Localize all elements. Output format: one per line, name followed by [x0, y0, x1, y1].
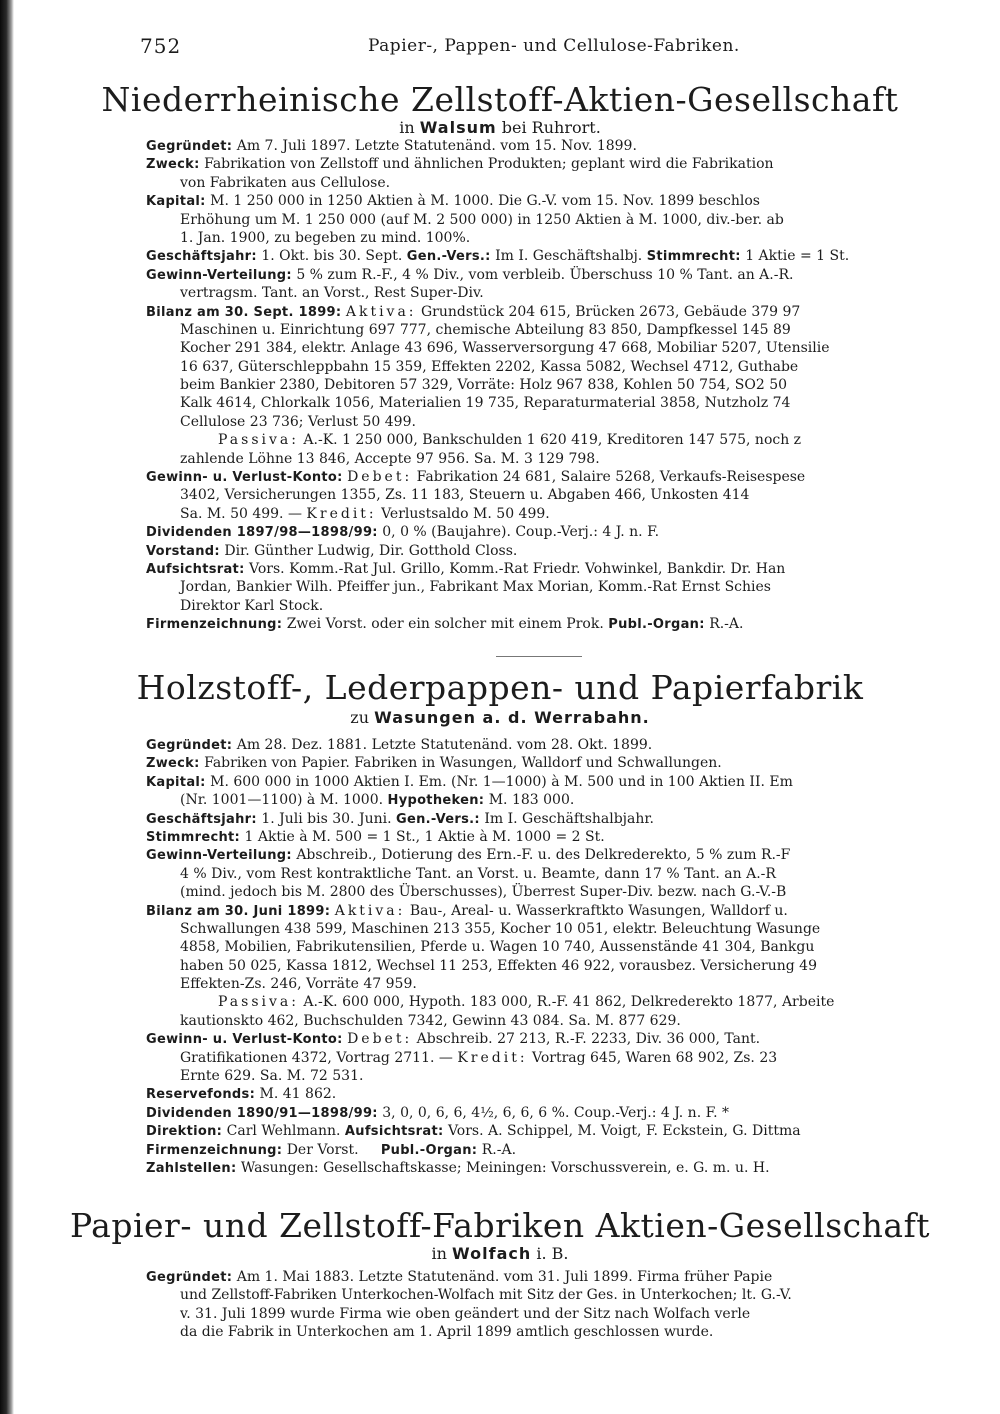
entry-line: Cellulose 23 736; Verlust 50 499. [180, 413, 416, 430]
company-title-1: Niederrheinische Zellstoff-Aktien-Gesellschaft [101, 80, 899, 119]
entry-line: Erhöhung um M. 1 250 000 (auf M. 2 500 000) in 1250 Aktien à M. 1000, div.-ber. ab [180, 211, 784, 228]
entry-line: vertragsm. Tant. an Vorst., Rest Super-Div. [180, 285, 484, 302]
entry-line: Firmenzeichnung: Zwei Vorst. oder ein solcher mit einem Prok. Publ.-Organ: R.-A. [146, 616, 744, 633]
entry-line: Kapital: M. 600 000 in 1000 Aktien I. Em. (Nr. 1—1000) à M. 500 und in 100 Aktien II. Em [146, 773, 793, 790]
entry-line: Firmenzeichnung: Der Vorst. Publ.-Organ: R.-A. [146, 1141, 517, 1158]
entry-line: Stimmrecht: 1 Aktie à M. 500 = 1 St., 1 Aktie à M. 1000 = 2 St. [146, 828, 605, 845]
entry-line: 1. Jan. 1900, zu begeben zu mind. 100%. [180, 229, 471, 246]
company-location-3: in Wolfach i. B. [431, 1244, 569, 1263]
entry-line: Geschäftsjahr: 1. Juli bis 30. Juni. Gen.-Vers.: Im I. Geschäftshalbjahr. [146, 810, 654, 827]
entry-line: Direktion: Carl Wehlmann. Aufsichtsrat: Vors. A. Schippel, M. Voigt, F. Eckstein, G. Dittma [146, 1123, 801, 1140]
company-entry-1 [146, 137, 956, 634]
entry-line: Passiva: A.-K. 1 250 000, Bankschulden 1 620 419, Kreditoren 147 575, noch z [218, 432, 802, 449]
entry-line: Gewinn-Verteilung: Abschreib., Dotierung des Ern.-F. u. des Delkrederekto, 5 % zum R.-F [146, 847, 791, 864]
entry-line: Dividenden 1897/98—1898/99: 0, 0 % (Baujahre). Coup.-Verj.: 4 J. n. F. [146, 524, 660, 541]
entry-line: Bilanz am 30. Sept. 1899: Aktiva: Grundstück 204 615, Brücken 2673, Gebäude 379 97 [146, 303, 801, 320]
entry-line: zahlende Löhne 13 846, Accepte 97 956. Sa. M. 3 129 798. [180, 450, 600, 467]
entry-line: Schwallungen 438 599, Maschinen 213 355, Kocher 10 051, elektr. Beleuchtung Wasunge [180, 920, 821, 937]
page-header [0, 34, 1000, 60]
entry-line: und Zellstoff-Fabriken Unterkochen-Wolfach mit Sitz der Ges. in Unterkochen; lt. G.-V. [180, 1287, 792, 1304]
entry-line: (Nr. 1001—1100) à M. 1000. Hypotheken: M. 183 000. [180, 792, 575, 809]
entry-line: Zahlstellen: Wasungen: Gesellschaftskasse; Meiningen: Vorschussverein, e. G. m. u. H. [146, 1159, 770, 1176]
entry-line: Effekten-Zs. 246, Vorräte 47 959. [180, 976, 417, 993]
company-title-3: Papier- und Zellstoff-Fabriken Aktien-Gesellschaft [69, 1206, 931, 1245]
entry-line: 4858, Mobilien, Fabrikutensilien, Pferde u. Wagen 10 740, Aussenstände 41 304, Bankgu [180, 939, 815, 956]
company-location-1: in Walsum bei Ruhrort. [399, 118, 601, 137]
entry-line: Jordan, Bankier Wilh. Pfeiffer jun., Fabrikant Max Morian, Komm.-Rat Ernst Schies [180, 579, 771, 596]
entry-line: Vorstand: Dir. Günther Ludwig, Dir. Gotthold Closs. [146, 542, 518, 559]
entry-line: Kocher 291 384, elektr. Anlage 43 696, Wasserversorgung 47 668, Mobiliar 5207, Utensilie [180, 340, 830, 357]
entry-line: Gewinn-Verteilung: 5 % zum R.-F., 4 % Div., vom verbleib. Überschuss 10 % Tant. an A.-R. [146, 266, 794, 283]
entry-line: Zweck: Fabriken von Papier. Fabriken in Wasungen, Walldorf und Schwallungen. [146, 755, 722, 772]
entry-line: 3402, Versicherungen 1355, Zs. 11 183, Steuern u. Abgaben 466, Unkosten 414 [180, 487, 750, 504]
entry-line: Geschäftsjahr: 1. Okt. bis 30. Sept. Gen.-Vers.: Im I. Geschäftshalbj. Stimmrecht: 1 Aktie = 1 St. [146, 248, 850, 265]
entry-line: Kalk 4614, Chlorkalk 1056, Materialien 19 735, Reparaturmaterial 3858, Nutzholz 74 [180, 395, 791, 412]
section-divider [496, 656, 582, 657]
entry-line: Aufsichtsrat: Vors. Komm.-Rat Jul. Grillo, Komm.-Rat Friedr. Vohwinkel, Bankdir. Dr. Han [146, 560, 786, 577]
entry-line: Ernte 629. Sa. M. 72 531. [180, 1068, 364, 1085]
entry-line: v. 31. Juli 1899 wurde Firma wie oben geändert und der Sitz nach Wolfach verle [180, 1305, 751, 1322]
entry-line: beim Bankier 2380, Debitoren 57 329, Vorräte: Holz 967 838, Kohlen 50 754, SO2 50 [180, 377, 788, 394]
entry-line: Gratifikationen 4372, Vortrag 2711. — Kredit: Vortrag 645, Waren 68 902, Zs. 23 [180, 1049, 778, 1066]
company-location-2: zu Wasungen a. d. Werrabahn. [350, 708, 650, 727]
entry-line: Zweck: Fabrikation von Zellstoff und ähnlichen Produkten; geplant wird die Fabrikation [146, 156, 774, 173]
entry-line: Maschinen u. Einrichtung 697 777, chemische Abteilung 83 850, Dampfkessel 145 89 [180, 321, 791, 338]
entry-line: 4 % Div., vom Rest kontraktliche Tant. an Vorst. u. Beamte, dann 17 % Tant. an A.-R [180, 865, 776, 882]
entry-line: Gegründet: Am 28. Dez. 1881. Letzte Statutenänd. vom 28. Okt. 1899. [146, 737, 653, 753]
entry-line: Gegründet: Am 7. Juli 1897. Letzte Statutenänd. vom 15. Nov. 1899. [146, 138, 637, 154]
page-number: 752 [140, 34, 182, 58]
entry-line: Bilanz am 30. Juni 1899: Aktiva: Bau-, Areal- u. Wasserkraftkto Wasungen, Walldorf u. [146, 902, 788, 919]
entry-line: (mind. jedoch bis M. 2800 des Überschusses), Überrest Super-Div. bezw. nach G.-V.-B [180, 884, 787, 901]
company-entry-2 [146, 736, 956, 1177]
entry-line: Sa. M. 50 499. — Kredit: Verlustsaldo M. 50 499. [180, 505, 550, 522]
entry-line: Gegründet: Am 1. Mai 1883. Letzte Statutenänd. vom 31. Juli 1899. Firma früher Papie [146, 1269, 773, 1285]
entry-line: Passiva: A.-K. 600 000, Hypoth. 183 000, R.-F. 41 862, Delkrederekto 1877, Arbeite [218, 994, 835, 1011]
entry-line: Kapital: M. 1 250 000 in 1250 Aktien à M. 1000. Die G.-V. vom 15. Nov. 1899 beschlos [146, 193, 760, 210]
entry-line: von Fabrikaten aus Cellulose. [180, 174, 391, 191]
entry-line: haben 50 025, Kassa 1812, Wechsel 11 253, Effekten 46 922, vorausbez. Versicherung 49 [180, 957, 817, 974]
company-title-2: Holzstoff-, Lederpappen- und Papierfabrik [136, 668, 864, 707]
entry-line: da die Fabrik in Unterkochen am 1. April 1899 amtlich geschlossen wurde. [180, 1324, 714, 1341]
running-title: Papier-, Pappen- und Cellulose-Fabriken. [368, 36, 740, 56]
entry-line: Gewinn- u. Verlust-Konto: Debet: Abschreib. 27 213, R.-F. 2233, Div. 36 000, Tant. [146, 1031, 761, 1048]
entry-line: Dividenden 1890/91—1898/99: 3, 0, 0, 6, 6, 4½, 6, 6, 6 %. Coup.-Verj.: 4 J. n. F. * [146, 1104, 730, 1121]
entry-line: kautionskto 462, Buchschulden 7342, Gewinn 43 084. Sa. M. 877 629. [180, 1012, 681, 1029]
entry-line: Reservefonds: M. 41 862. [146, 1086, 337, 1103]
company-entry-3 [146, 1268, 956, 1342]
entry-line: Gewinn- u. Verlust-Konto: Debet: Fabrikation 24 681, Salaire 5268, Verkaufs-Reisespese [146, 469, 806, 486]
entry-line: 16 637, Güterschleppbahn 15 359, Effekten 2202, Kassa 5082, Wechsel 4712, Guthabe [180, 358, 799, 375]
entry-line: Direktor Karl Stock. [180, 597, 324, 614]
